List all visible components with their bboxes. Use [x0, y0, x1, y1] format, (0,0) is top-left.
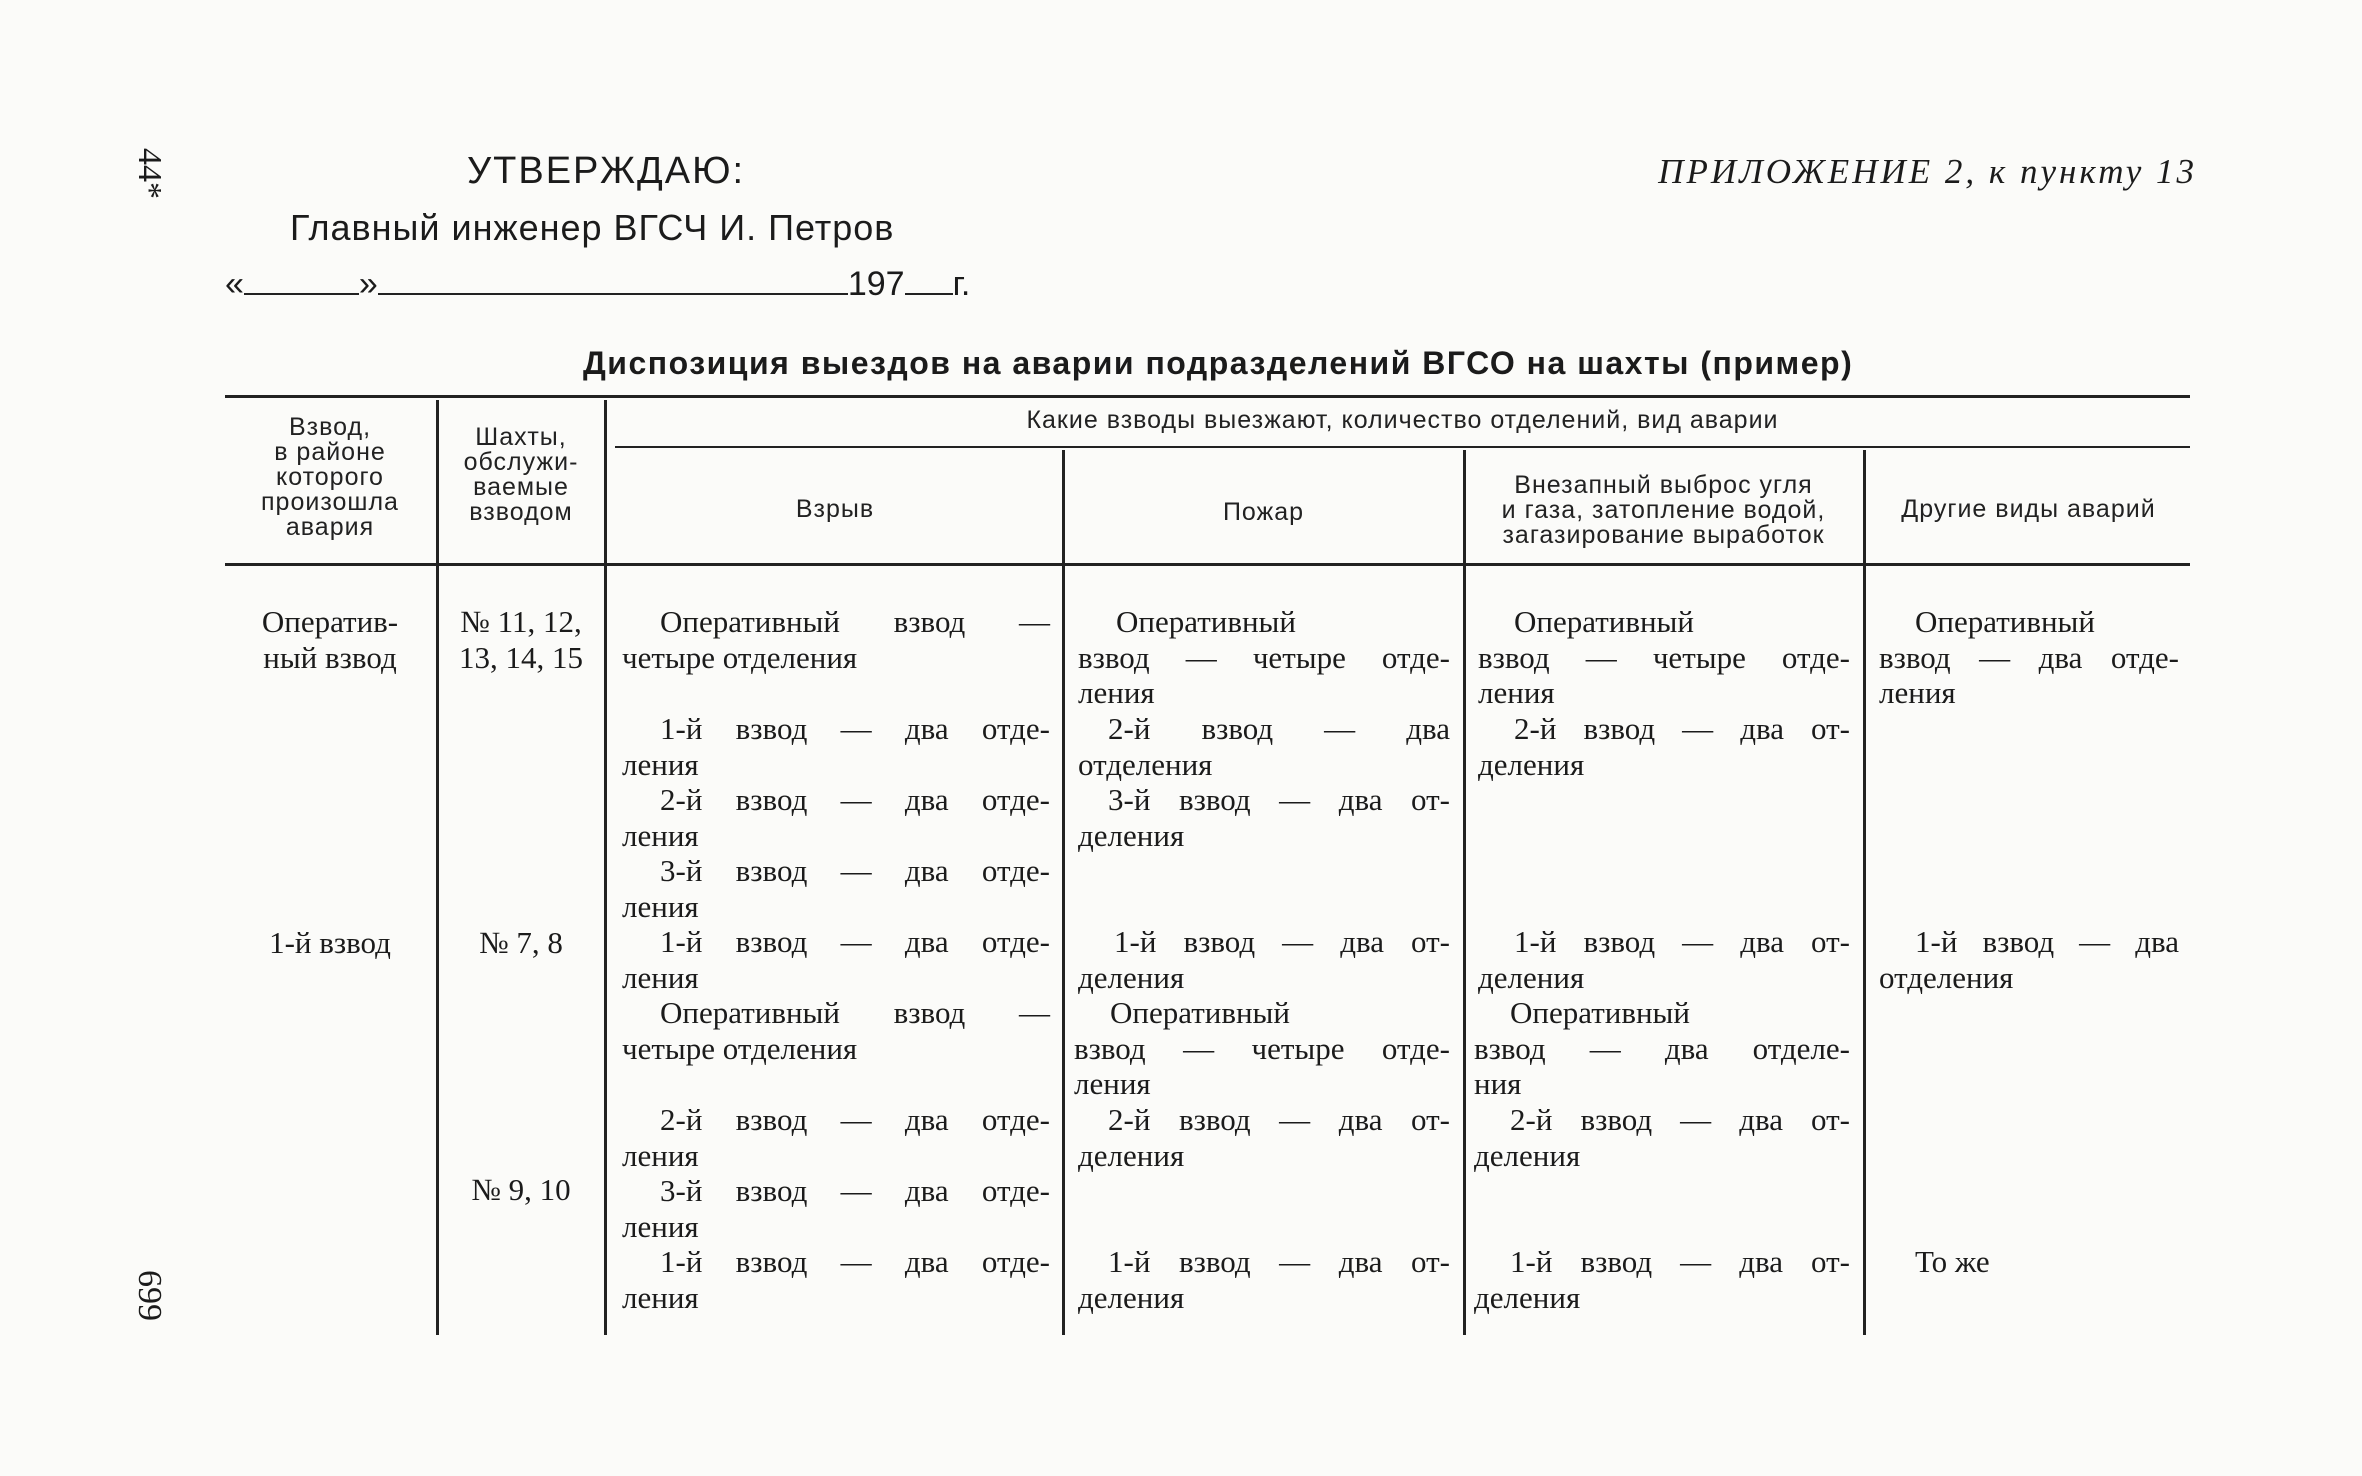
outburst-entry: 1-й взвод — два от- деления [1474, 1244, 1850, 1315]
col-divider-2 [604, 400, 607, 1335]
other-entry: 1-й взвод — два отделения [1879, 924, 2179, 995]
explosion-entry: 3-й взвод — два отде- ления [622, 1173, 1050, 1244]
fire-entry: 2-й взвод — два отделения [1078, 711, 1450, 782]
date-close-quote: » [358, 265, 378, 303]
other-entry: Оперативный взвод — два отде- ления [1879, 604, 2179, 710]
appendix-reference: ПРИЛОЖЕНИЕ 2, к пункту 13 [1658, 152, 2197, 191]
col-divider-3 [1062, 450, 1065, 1335]
col-divider-5 [1863, 450, 1866, 1335]
header-mines-served: Шахты, обслужи- ваемые взводом [463, 423, 579, 526]
explosion-entry: Оперативный взвод — четыре отделения [622, 604, 1050, 675]
mines-11-15: № 11, 12, 13, 14, 15 [459, 604, 583, 675]
fire-entry: Оперативный взвод — четыре отде- ления [1078, 604, 1450, 710]
date-year: 197 [847, 265, 905, 303]
header-explosion: Взрыв [795, 495, 875, 523]
mines-9-10: № 9, 10 [471, 1172, 571, 1207]
mines-7-8: № 7, 8 [479, 925, 563, 960]
outburst-entry: 2-й взвод — два от- деления [1474, 1102, 1850, 1173]
table-top-rule [225, 395, 2190, 398]
date-year-blank [905, 293, 953, 295]
outburst-entry: Оперативный взвод — четыре отде- ления [1478, 604, 1850, 710]
explosion-entry: 1-й взвод — два отде- ления [622, 711, 1050, 782]
header-group: Какие взводы выезжают, количество отделений, вид аварии [1026, 406, 1779, 434]
margin-page-number: 699 [131, 1270, 168, 1321]
other-entry-same: То же [1915, 1244, 1990, 1279]
header-outburst: Внезапный выброс угля и газа, затопление водой, загазирование выработок [1501, 471, 1826, 549]
header-platoon-area: Взвод, в районе которого произошла авария [261, 413, 399, 541]
date-line [225, 265, 970, 304]
approve-label: УТВЕРЖДАЮ: [467, 150, 746, 192]
outburst-entry: Оперативный взвод — два отделе- ния [1474, 995, 1850, 1101]
date-open-quote: « [225, 265, 244, 303]
explosion-entry: 1-й взвод — два отде- ления [622, 1244, 1050, 1315]
date-suffix: г. [952, 265, 971, 303]
approver-line: Главный инженер ВГСЧ И. Петров [290, 207, 895, 248]
outburst-entry: 2-й взвод — два от- деления [1478, 711, 1850, 782]
platoon-first: 1-й взвод [269, 925, 391, 960]
explosion-entry: Оперативный взвод — четыре отделения [622, 995, 1050, 1066]
outburst-entry: 1-й взвод — два от- деления [1478, 924, 1850, 995]
col-divider-1 [436, 400, 439, 1335]
fire-entry: 1-й взвод — два от- деления [1078, 1244, 1450, 1315]
col-divider-4 [1463, 450, 1466, 1335]
date-month-blank [378, 293, 848, 295]
date-day-blank [244, 293, 359, 295]
explosion-entry: 2-й взвод — два отде- ления [622, 782, 1050, 853]
explosion-entry: 2-й взвод — два отде- ления [622, 1102, 1050, 1173]
margin-mark: 44* [131, 148, 168, 199]
fire-entry: 3-й взвод — два от- деления [1078, 782, 1450, 853]
platoon-operative: Оператив- ный взвод [261, 604, 399, 675]
fire-entry: Оперативный взвод — четыре отде- ления [1074, 995, 1450, 1101]
document-title: Диспозиция выездов на аварии подразделений ВГСО на шахты (пример) [583, 345, 1854, 381]
group-header-rule [615, 446, 2190, 448]
header-other: Другие виды аварий [1901, 495, 2156, 523]
explosion-entry: 3-й взвод — два отде- ления [622, 853, 1050, 924]
header-fire: Пожар [1222, 498, 1305, 526]
header-bottom-rule [225, 563, 2190, 566]
explosion-entry: 1-й взвод — два отде- ления [622, 924, 1050, 995]
fire-entry: 1-й взвод — два от- деления [1078, 924, 1450, 995]
fire-entry: 2-й взвод — два от- деления [1078, 1102, 1450, 1173]
